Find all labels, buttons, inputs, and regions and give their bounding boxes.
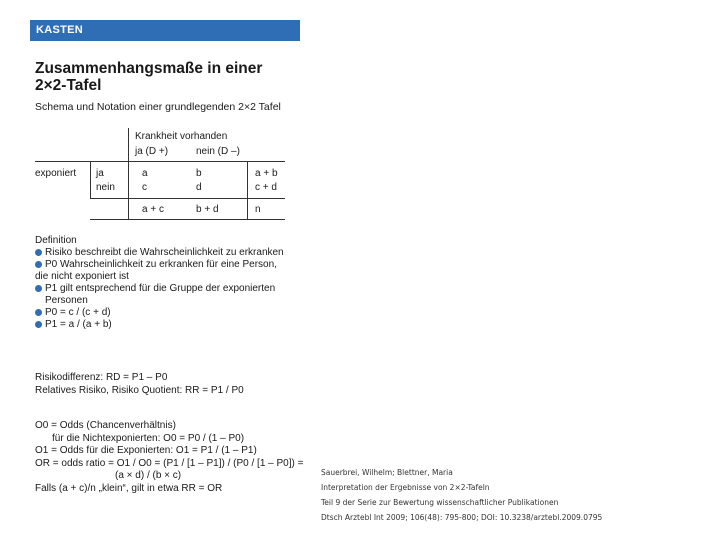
definition-text: Risiko beschreibt die Wahrscheinlichkeit zu erkranken — [45, 247, 284, 258]
table-cell: nein — [96, 182, 115, 193]
box-title: Zusammenhangsmaße in einer 2×2-Tafel — [35, 60, 263, 94]
odds-line: O0 = Odds (Chancenverhältnis) — [35, 420, 176, 431]
definition-item — [35, 283, 297, 295]
bullet-icon — [35, 285, 42, 292]
definition-item — [35, 259, 297, 271]
citation-authors: Sauerbrei, Wilhelm; Blettner, Maria — [321, 468, 453, 477]
table-divider — [247, 161, 248, 219]
box-label: KASTEN — [30, 20, 300, 41]
table-cell: c — [142, 182, 147, 193]
citation — [321, 465, 711, 525]
bullet-icon — [35, 249, 42, 256]
bullet-icon — [35, 261, 42, 268]
table-header-yes: ja (D +) — [135, 146, 169, 157]
table-divider — [90, 219, 285, 220]
citation-source: Dtsch Arztebl Int 2009; 106(48): 795-800; DOI: 10.3238/arztebl.2009.0795 — [321, 513, 603, 522]
definition-text: P1 = a / (a + b) — [45, 319, 112, 330]
risk-measures — [35, 372, 315, 397]
odds-line: für die Nichtexponierten: O0 = P0 / (1 – P0) — [52, 432, 245, 444]
table-total: b + d — [196, 204, 219, 215]
table-cell: d — [196, 182, 202, 193]
odds-line: O1 = Odds für die Exponierten: O1 = P1 / (1 – P1) — [35, 445, 257, 456]
table-cell: b — [196, 168, 202, 179]
table-divider — [90, 161, 91, 198]
definitions-heading: Definition — [35, 235, 77, 246]
citation-title: Interpretation der Ergebnisse von 2×2-Tafeln — [321, 483, 490, 492]
definition-text: P0 Wahrscheinlichkeit zu erkranken für eine Person, — [45, 259, 277, 270]
definition-item — [35, 319, 297, 331]
table-row-label-exposed: exponiert — [35, 168, 77, 179]
odds-line: (a × d) / (b × c) — [115, 470, 182, 481]
odds-measures — [35, 420, 315, 495]
odds-line: Falls (a + c)/n „klein“, gilt in etwa RR = OR — [35, 482, 223, 494]
definition-item — [35, 307, 297, 319]
definition-item — [35, 247, 297, 259]
table-total: a + c — [142, 204, 164, 215]
definitions — [35, 235, 297, 331]
table-cell: c + d — [255, 182, 277, 193]
measure-line: Relatives Risiko, Risiko Quotient: RR = P1 / P0 — [35, 384, 244, 396]
definition-item: Personen — [45, 295, 88, 306]
table-cell: a — [142, 168, 148, 179]
bullet-icon — [35, 309, 42, 316]
table-divider — [90, 198, 285, 199]
table-header-disease: Krankheit vorhanden — [135, 131, 228, 142]
box-subtitle: Schema und Notation einer grundlegenden 2×2 Tafel — [35, 101, 281, 113]
definition-text: P0 = c / (c + d) — [45, 307, 111, 318]
info-box — [30, 0, 304, 540]
table-total: n — [255, 204, 261, 215]
table-cell: ja — [96, 168, 104, 179]
odds-line: OR = odds ratio = O1 / O0 = (P1 / [1 – P1]) / (P0 / [1 – P0]) = — [35, 457, 304, 469]
bullet-icon — [35, 321, 42, 328]
table-divider — [128, 128, 129, 219]
measure-line: Risikodifferenz: RD = P1 – P0 — [35, 372, 168, 383]
table-header-no: nein (D –) — [196, 146, 240, 157]
definition-text: P1 gilt entsprechend für die Gruppe der exponierten — [45, 283, 276, 294]
table-cell: a + b — [255, 168, 278, 179]
definition-item: die nicht exponiert ist — [35, 271, 129, 282]
citation-series: Teil 9 der Serie zur Bewertung wissenschaftlicher Publikationen — [321, 498, 559, 507]
